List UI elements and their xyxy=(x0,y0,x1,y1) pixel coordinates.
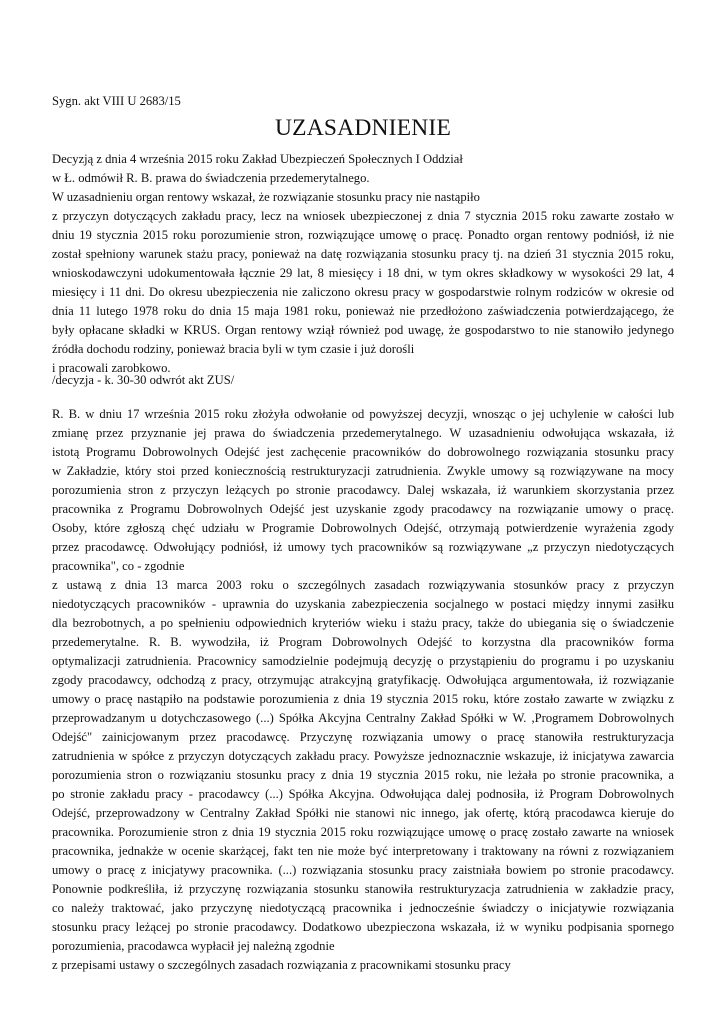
text-line: porozumienia stron o rozwiązaniu stosunku pracy z dnia 19 stycznia 2015 roku, nie leżała po stronie pracownika, a xyxy=(52,768,674,782)
text-line: z ustawą z dnia 13 marca 2003 roku o szczególnych zasadach rozwiązywania stosunków pracy z przyczyn xyxy=(52,578,674,592)
text-line: były opłacane składki w KRUS. Organ rentowy wziął również pod uwagę, że gospodarstwo to nie stanowiło jedynego xyxy=(52,323,674,337)
text-line: umowy o pracę nastąpiło na podstawie porozumienia z dnia 19 stycznia 2015 roku, które zostało zawarte w związku z xyxy=(52,692,674,706)
text-line: i pracowali zarobkowo. xyxy=(52,361,171,375)
text-line: z przepisami ustawy o szczególnych zasadach rozwiązania z pracownikami stosunku pracy xyxy=(52,958,511,972)
text-line: przedemerytalne. R. B. wywodziła, iż Program Dobrowolnych Odejść to korzystna dla pracowników forma xyxy=(52,635,674,649)
text-line: istotą Programu Dobrowolnych Odejść jest zachęcenie pracowników do dobrowolnego rozwiązania stosunku pracy xyxy=(52,445,674,459)
text-line: miesięcy i 11 dni. Do okresu ubezpieczenia nie zaliczono okresu pracy w gospodarstwie rolnym rodziców w okresie od xyxy=(52,285,674,299)
text-line: dla bezrobotnych, a po spełnieniu odpowiednich kryteriów wieku i stażu pracy, także do ubiegania się o świadczenie xyxy=(52,616,674,630)
text-line: w Ł. odmówił R. B. prawa do świadczenia przedemerytalnego. xyxy=(52,171,370,185)
paragraph-appeal xyxy=(52,405,674,975)
text-line: zgody pracodawcy, odchodzą z pracy, otrzymując atrakcyjną gratyfikację. Odwołująca argumentowała, iż rozwiązanie xyxy=(52,673,674,687)
text-line: z przyczyn dotyczących zakładu pracy, lecz na wniosek ubezpieczonej z dnia 7 stycznia 2015 roku zawarte zostało w xyxy=(52,209,674,223)
document-title: UZASADNIENIE xyxy=(274,115,451,141)
text-line: Odejść, przeprowadzony w Centralny Zakład Spółki nie stanowi nic innego, jak ofertę, którą pracodawca kieruje do xyxy=(52,806,674,820)
text-line: dnia 11 lutego 1978 roku do dnia 15 maja 1981 roku, ponieważ nie przedłożono zaświadczenia potwierdzającego, że xyxy=(52,304,674,318)
text-line: W uzasadnieniu organ rentowy wskazał, że rozwiązanie stosunku pracy nie nastąpiło xyxy=(52,190,480,204)
text-line: pracownika, jednakże w ocenie skarżącej, fakt ten nie może być interpretowany i traktowany na równi z rozwiązaniem xyxy=(52,844,674,858)
text-line: wnioskodawczyni udokumentowała łącznie 29 lat, 8 miesięcy i 18 dni, w tym okres składkowy w wysokości 29 lat, 4 xyxy=(52,266,674,280)
text-line: pracownika", co - zgodnie xyxy=(52,559,185,573)
text-line: porozumienia stron z przyczyn leżących po stronie pracodawcy. Dalej wskazała, iż warunkiem skorzystania przez xyxy=(52,483,674,497)
paragraph-decision xyxy=(52,150,674,378)
text-line: przeprowadzanym u dotychczasowego (...) Spółka Akcyjna Centralny Zakład Spółki w W. ,Programem Dobrowolnych xyxy=(52,711,674,725)
text-line: w Zakładzie, który stoi przed koniecznością restrukturyzacji zatrudnienia. Zwykle umowy są rozwiązywane na mocy xyxy=(52,464,674,478)
text-line: stosunku pracy leżącej po stronie pracodawcy. Dodatkowo ubezpieczona wskazała, iż w wyniku podpisania spornego xyxy=(52,920,674,934)
text-line: niedotyczących pracowników - uprawnia do uzyskania zabezpieczenia socjalnego w postaci między innymi zasiłku xyxy=(52,597,674,611)
text-line: Odejść" zainicjowanym przez pracodawcę. Przyczynę rozwiązania umowy o pracę stanowiła restrukturyzacja xyxy=(52,730,674,744)
case-number: Sygn. akt VIII U 2683/15 xyxy=(52,94,181,108)
text-line: R. B. w dniu 17 września 2015 roku złożyła odwołanie od powyższej decyzji, wnosząc o jej uchylenie w całości lub xyxy=(52,407,674,421)
text-line: zmianę przez przyznanie jej prawa do świadczenia przedemerytalnego. W uzasadnieniu odwołująca wskazała, iż xyxy=(52,426,674,440)
text-line: pracownika z Programu Dobrowolnych Odejść jest uzyskanie zgody pracodawcy na rozwiązanie umowy o pracę. xyxy=(52,502,674,516)
text-line: zatrudnienia w spółce z przyczyn dotyczących zakładu pracy. Powyższe jednoznacznie wskazuje, iż inicjatywa zawarcia xyxy=(52,749,674,763)
text-line: Osoby, które zgłoszą chęć udziału w Programie Dobrowolnych Odejść, otrzymają potwierdzenie wyrażenia zgody xyxy=(52,521,674,535)
text-line: optymalizacji zatrudnienia. Pracownicy samodzielnie podejmują decyzję o przystąpieniu do programu i po uzyskaniu xyxy=(52,654,674,668)
text-line: został spełniony warunek stażu pracy, ponieważ na datę rozwiązania stosunku pracy tj. na dzień 31 stycznia 2015 roku, xyxy=(52,247,674,261)
text-line: porozumienia, pracodawca wypłacił jej należną zgodnie xyxy=(52,939,335,953)
citation-note: /decyzja - k. 30-30 odwrót akt ZUS/ xyxy=(52,373,235,387)
text-line: po stronie zakładu pracy - pracodawcy (...) Spółka Akcyjna. Odwołująca dalej podnosiła, iż Program Dobrowolnych xyxy=(52,787,674,801)
text-line: pracownika. Porozumienie stron z dnia 19 stycznia 2015 roku rozwiązujące umowę o pracę zostało zawarte na wniosek xyxy=(52,825,674,839)
text-line: Ponownie podkreśliła, iż przyczynę rozwiązania stosunku stanowiła restrukturyzacja zatrudnienia w zakładzie pracy, xyxy=(52,882,674,896)
text-line: co należy traktować, jako przyczynę niedotyczącą pracownika i jednocześnie świadczy o inicjatywie rozwiązania xyxy=(52,901,674,915)
text-line: źródła dochodu rodziny, ponieważ bracia byli w tym czasie i już dorośli xyxy=(52,342,415,356)
text-line: umowy o pracę z inicjatywy pracownika. (...) rozwiązania stosunku pracy zaistniała bowiem po stronie pracodawcy. xyxy=(52,863,674,877)
text-line: przez pracodawcę. Odwołujący podniósł, iż umowy tych pracowników są rozwiązywane „z przyczyn niedotyczących xyxy=(52,540,674,554)
text-line: Decyzją z dnia 4 września 2015 roku Zakład Ubezpieczeń Społecznych I Oddział xyxy=(52,152,463,166)
text-line: dniu 19 stycznia 2015 roku porozumienie stron, rozwiązujące umowę o pracę. Ponadto organ rentowy podniósł, iż nie xyxy=(52,228,674,242)
